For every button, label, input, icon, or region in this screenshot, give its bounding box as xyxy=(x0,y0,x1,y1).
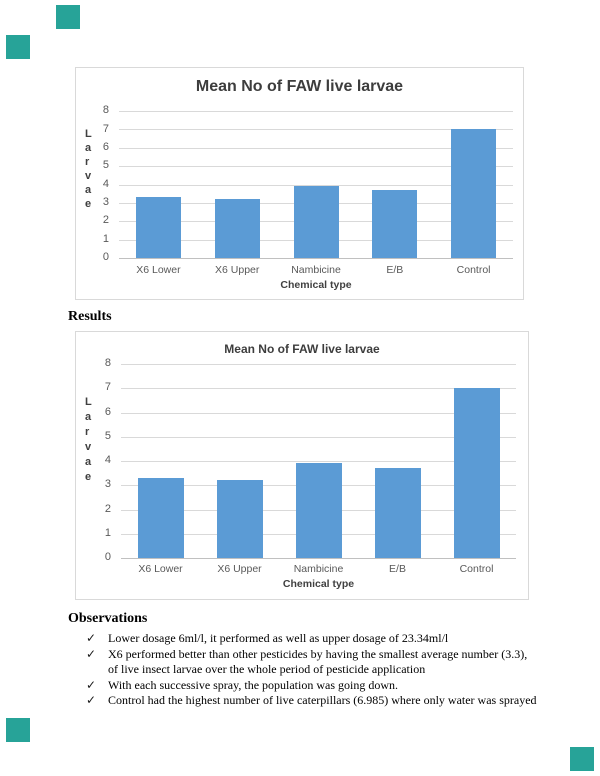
y-tick-label: 4 xyxy=(102,177,109,190)
bar xyxy=(294,186,339,258)
bar xyxy=(138,478,184,558)
bar xyxy=(375,468,421,558)
list-item-text: Lower dosage 6ml/l, it performed as well as upper dosage of 23.34ml/l xyxy=(108,631,449,645)
corner-marker xyxy=(56,5,80,29)
x-axis-label: Chemical type xyxy=(282,578,355,590)
category-label: E/B xyxy=(389,563,406,575)
y-axis-label-letter: v xyxy=(85,170,92,182)
y-tick-label: 2 xyxy=(102,214,109,227)
list-item xyxy=(86,678,538,694)
bar xyxy=(372,190,417,258)
y-tick-label: 3 xyxy=(104,478,111,491)
category-label: Nambicine xyxy=(293,563,344,575)
y-tick-label: 8 xyxy=(102,104,109,117)
category-label: Control xyxy=(456,264,491,276)
results-heading: Results xyxy=(68,309,112,324)
check-icon: ✓ xyxy=(86,631,97,645)
y-tick-label: 8 xyxy=(104,357,111,370)
y-axis-label-letter: a xyxy=(85,142,92,154)
y-tick-label: 0 xyxy=(102,251,109,264)
chart-title: Mean No of FAW live larvae xyxy=(224,342,380,356)
y-tick-label: 4 xyxy=(104,454,111,467)
category-label: X6 Lower xyxy=(138,563,183,575)
y-tick-label: 6 xyxy=(102,140,109,153)
y-axis-label-letter: a xyxy=(85,411,92,423)
y-axis-label-letter: r xyxy=(85,156,90,168)
bar xyxy=(454,388,500,558)
y-axis-label-letter: v xyxy=(85,441,92,453)
category-label: X6 Upper xyxy=(217,563,262,575)
y-axis-label-letter: r xyxy=(85,426,90,438)
list-item-text: With each successive spray, the population was going down. xyxy=(108,677,399,692)
check-icon: ✓ xyxy=(86,677,97,692)
x-axis-label: Chemical type xyxy=(280,279,352,291)
list-item xyxy=(86,693,538,709)
list-item xyxy=(86,631,538,647)
corner-marker xyxy=(6,35,30,59)
x-axis-line xyxy=(119,258,513,259)
y-tick-label: 7 xyxy=(104,381,111,394)
y-tick-label: 0 xyxy=(104,551,111,564)
y-tick-label: 7 xyxy=(102,122,109,135)
gridline xyxy=(119,111,513,112)
observations-heading: Observations xyxy=(68,611,148,626)
y-axis-label-letter: a xyxy=(85,456,92,468)
list-item-text: X6 performed better than other pesticides by having the smallest average number (3.3), of live insect larvae over the whole period of pesticide application xyxy=(108,646,528,676)
chart-figure-1 xyxy=(75,67,524,300)
y-axis-label-letter: e xyxy=(85,198,92,210)
x-axis-line xyxy=(121,558,516,559)
y-tick-label: 5 xyxy=(104,429,111,442)
gridline xyxy=(121,364,516,365)
list-item-text: Control had the highest number of live caterpillars (6.985) where only water was sprayed xyxy=(108,693,537,707)
y-axis-label-letter: e xyxy=(85,471,92,483)
category-label: X6 Lower xyxy=(136,264,181,276)
y-tick-label: 6 xyxy=(104,405,111,418)
list-item xyxy=(86,647,538,678)
corner-marker xyxy=(570,747,594,771)
category-label: X6 Upper xyxy=(215,264,260,276)
corner-marker xyxy=(6,718,30,742)
category-label: Nambicine xyxy=(291,264,341,276)
y-axis-label-letter: L xyxy=(85,128,92,140)
category-label: Control xyxy=(459,563,494,575)
check-icon: ✓ xyxy=(86,693,97,707)
chart-figure-2 xyxy=(75,331,529,600)
observations-list xyxy=(86,631,538,709)
y-tick-label: 3 xyxy=(102,196,109,209)
bar xyxy=(215,199,260,258)
bar xyxy=(136,197,181,258)
bar xyxy=(296,463,342,558)
y-tick-label: 1 xyxy=(104,526,111,539)
y-tick-label: 1 xyxy=(102,232,109,245)
chart-title: Mean No of FAW live larvae xyxy=(195,78,404,95)
bar xyxy=(451,129,496,258)
y-axis-label-letter: L xyxy=(85,396,92,408)
check-icon: ✓ xyxy=(86,646,97,661)
category-label: E/B xyxy=(386,264,404,276)
y-tick-label: 2 xyxy=(104,502,111,515)
y-tick-label: 5 xyxy=(102,159,109,172)
y-axis-label-letter: a xyxy=(85,184,92,196)
bar xyxy=(217,480,263,558)
